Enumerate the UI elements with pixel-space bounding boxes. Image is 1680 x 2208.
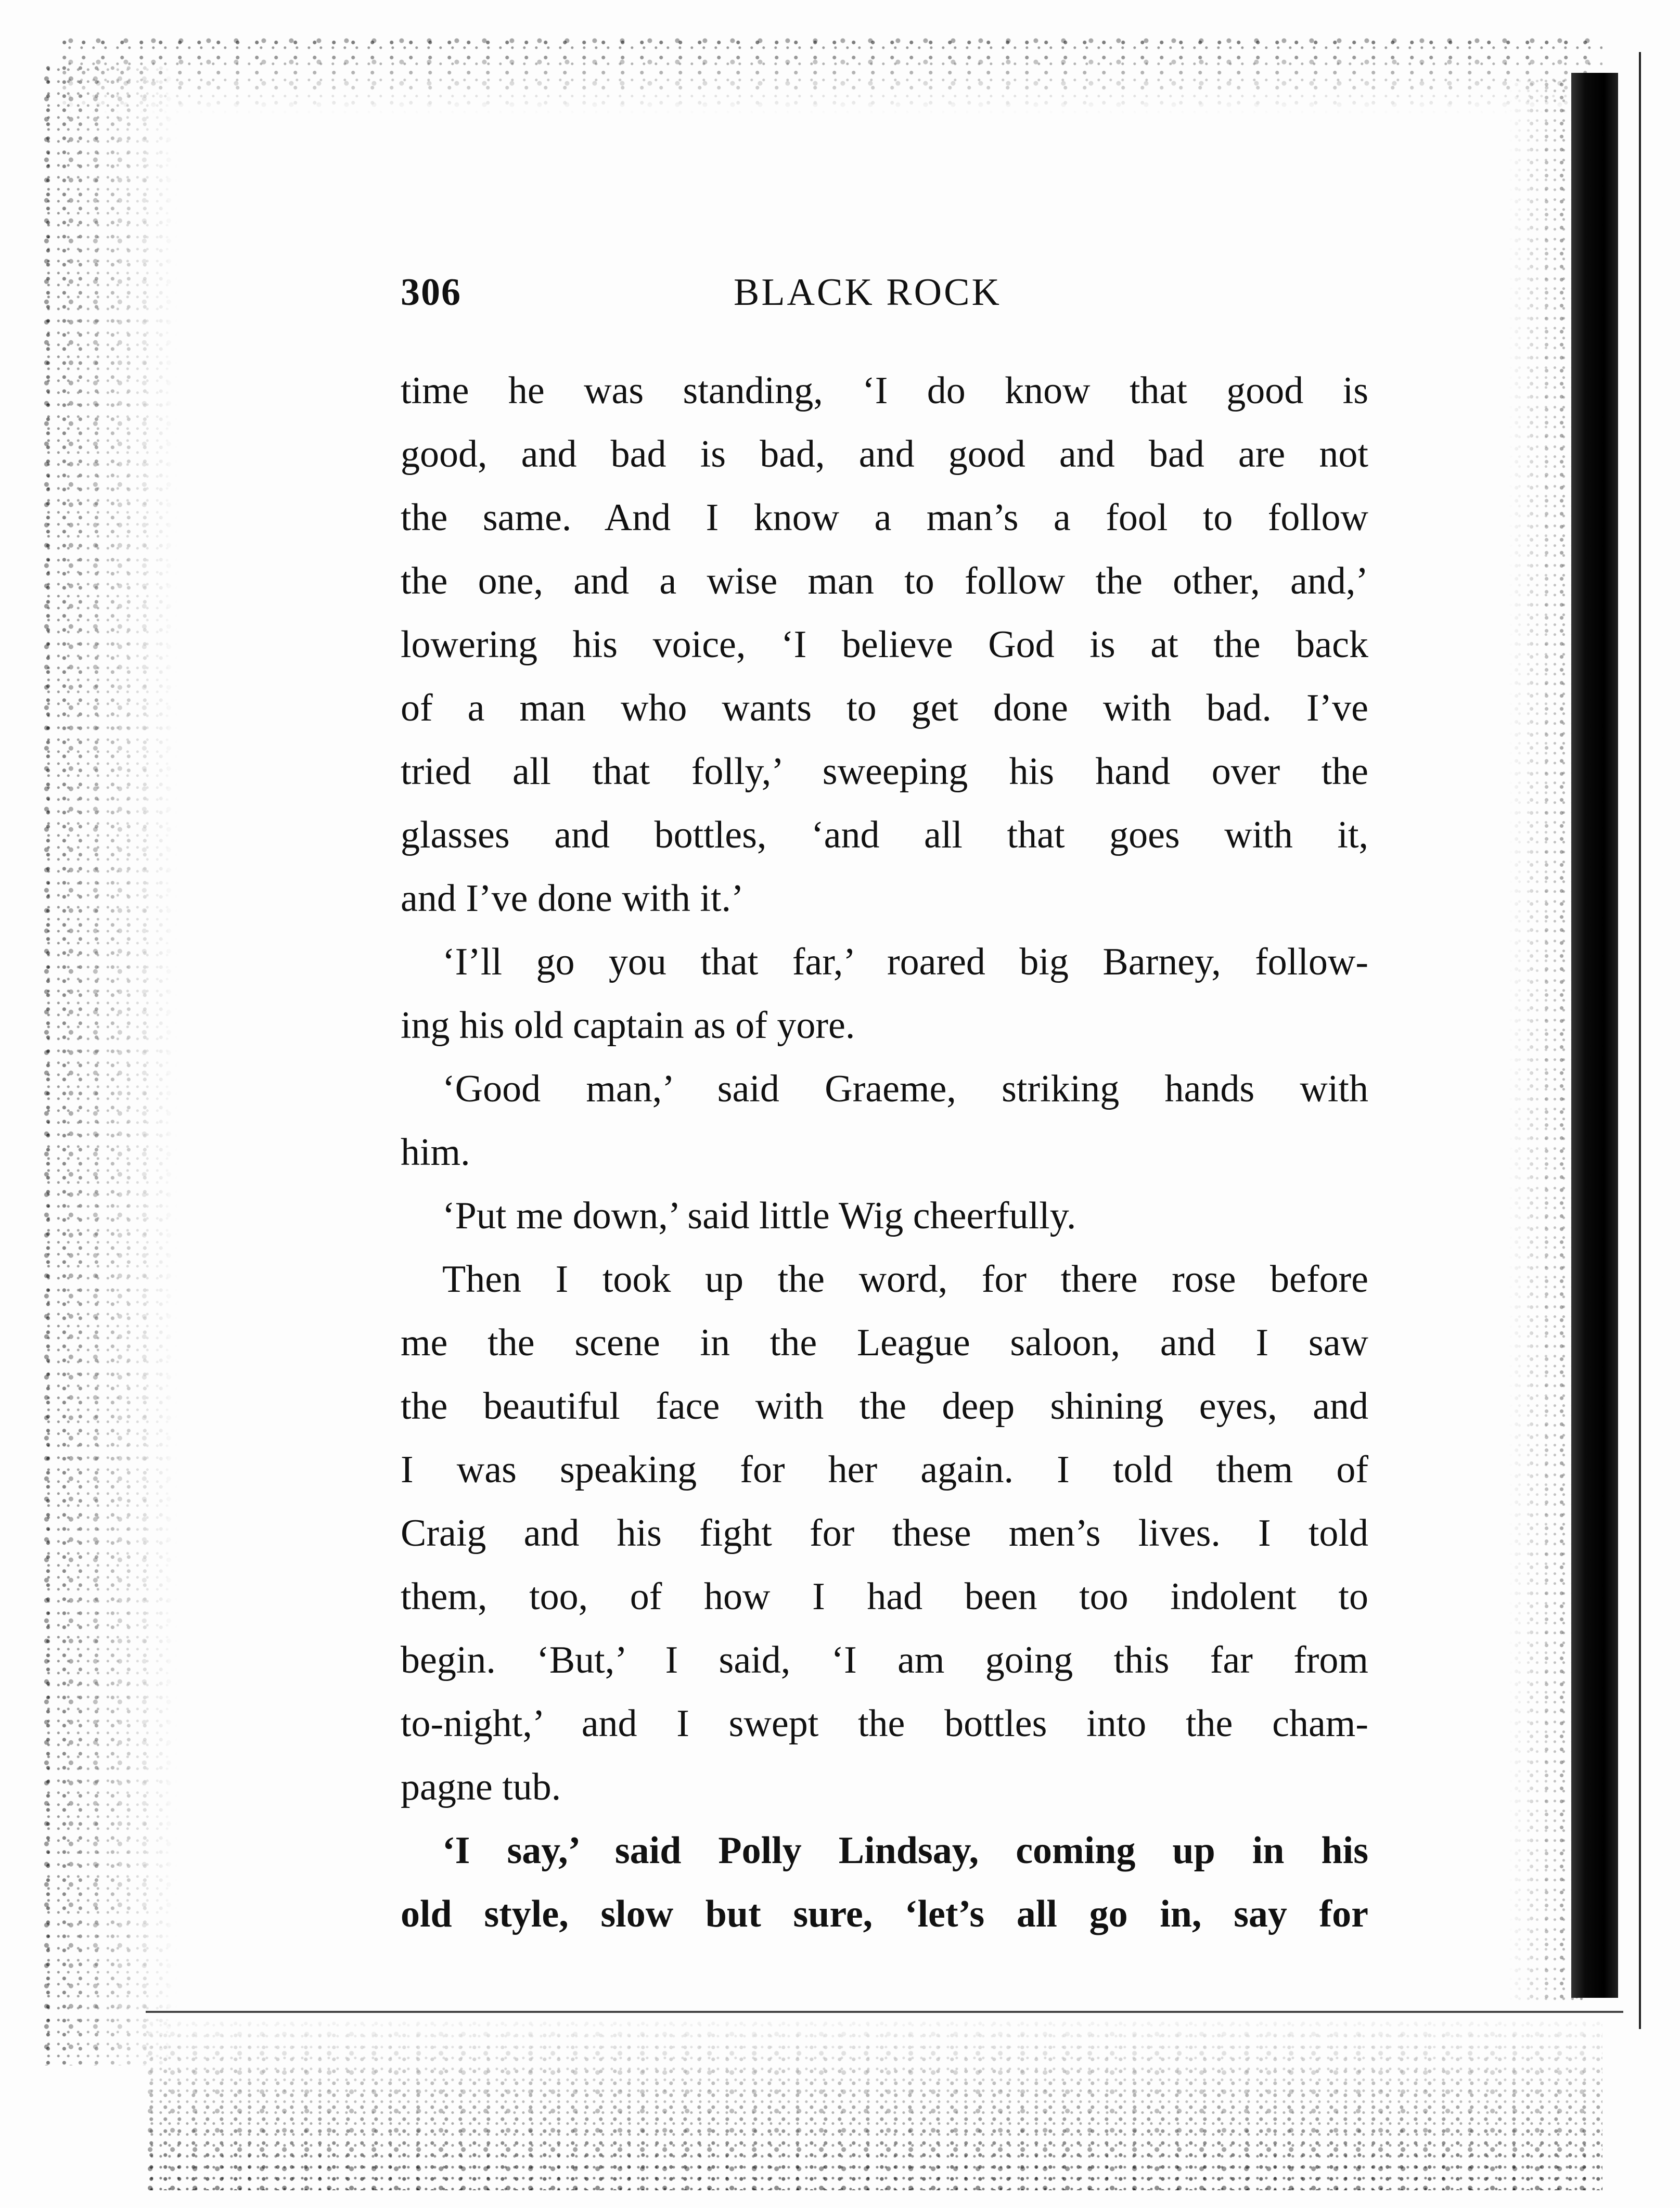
text-line: I was speaking for her again. I told them of	[401, 1448, 1368, 1491]
page-number: 306	[401, 271, 461, 314]
text-line: pagne tub.	[401, 1766, 561, 1808]
text-line: the same. And I know a man’s a fool to follow	[401, 496, 1368, 539]
binding-shadow	[1571, 73, 1618, 1998]
text-line: and I’ve done with it.’	[401, 877, 744, 920]
text-line: the one, and a wise man to follow the other, and,’	[401, 560, 1368, 602]
text-line: the beautiful face with the deep shining eyes, and	[401, 1385, 1368, 1428]
text-line: ‘Put me down,’ said little Wig cheerfully.	[442, 1195, 1076, 1237]
text-line: old style, slow but sure, ‘let’s all go in, say for	[401, 1893, 1368, 1935]
body-text	[401, 359, 1368, 1946]
running-head	[401, 271, 1441, 323]
text-line: ‘I say,’ said Polly Lindsay, coming up in his	[442, 1829, 1368, 1872]
text-line: lowering his voice, ‘I believe God is at the back	[401, 623, 1368, 666]
text-line: him.	[401, 1131, 470, 1174]
text-line: Then I took up the word, for there rose before	[442, 1258, 1368, 1301]
page-bottom-edge	[146, 2011, 1623, 2013]
text-line: tried all that folly,’ sweeping his hand over the	[401, 750, 1368, 793]
text-line: Craig and his fight for these men’s lives. I told	[401, 1512, 1368, 1555]
book-title: BLACK ROCK	[734, 271, 1002, 314]
text-line: good, and bad is bad, and good and bad are not	[401, 433, 1368, 476]
scan-noise-top	[62, 36, 1602, 114]
text-line: ing his old captain as of yore.	[401, 1004, 855, 1047]
binding-edge-line	[1639, 52, 1641, 2029]
scan-noise-left	[42, 62, 177, 2065]
text-line: them, too, of how I had been too indolent to	[401, 1575, 1368, 1618]
text-line: to-night,’ and I swept the bottles into the cham-	[401, 1702, 1368, 1745]
text-line: begin. ‘But,’ I said, ‘I am going this far from	[401, 1639, 1368, 1681]
text-line: ‘I’ll go you that far,’ roared big Barney, follow-	[442, 941, 1368, 983]
scan-noise-bottom	[146, 2019, 1602, 2190]
text-line: time he was standing, ‘I do know that good is	[401, 369, 1368, 412]
text-line: me the scene in the League saloon, and I saw	[401, 1321, 1368, 1364]
text-line: ‘Good man,’ said Graeme, striking hands with	[442, 1068, 1368, 1110]
text-line: of a man who wants to get done with bad. I’ve	[401, 687, 1368, 729]
text-line: glasses and bottles, ‘and all that goes with it,	[401, 814, 1368, 856]
